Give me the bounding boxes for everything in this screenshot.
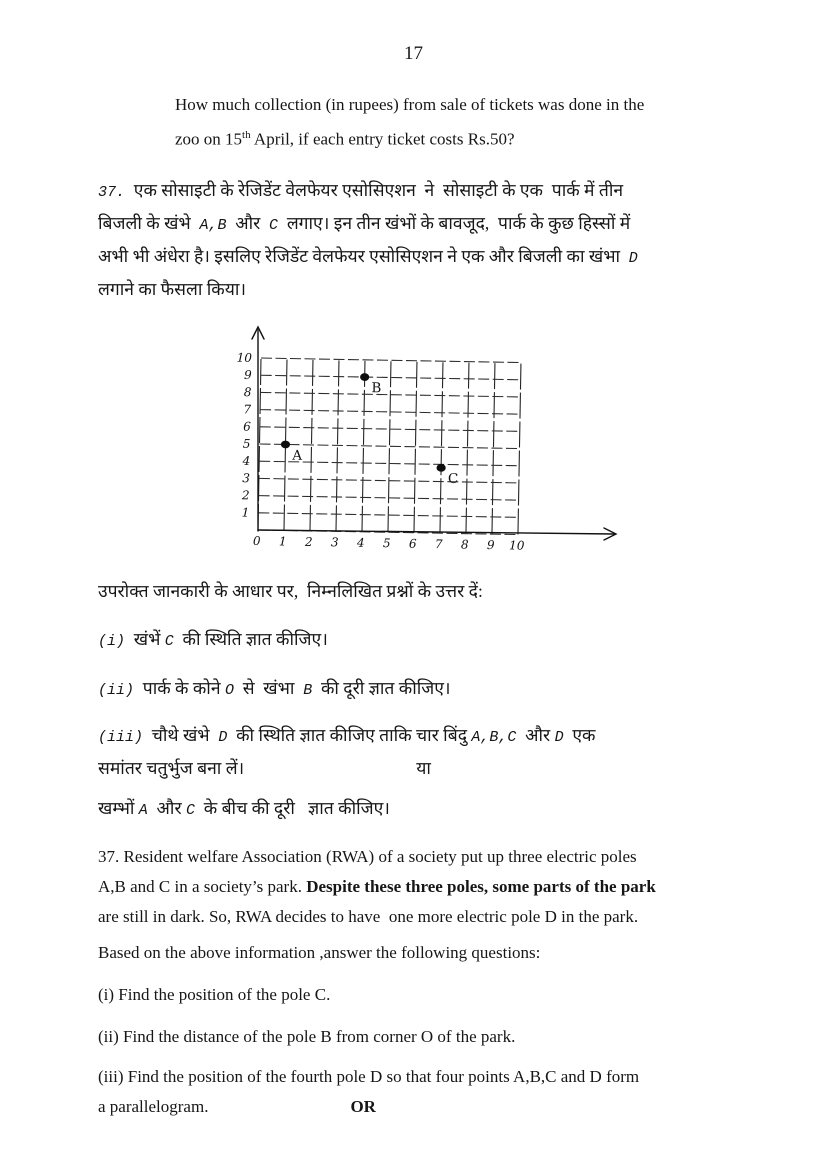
x-tick-label: 0 xyxy=(252,533,261,548)
text-line: (ii) Find the distance of the pole B from corner O of the park. xyxy=(98,1026,516,1046)
point-label-B: B xyxy=(371,379,383,397)
english-subquestion-i xyxy=(98,980,729,1010)
x-tick-label: 1 xyxy=(278,534,287,549)
question-36-continuation xyxy=(175,90,729,155)
hindi-or-alternative xyxy=(98,793,729,826)
text-line: A,B and C in a society’s park. Despite these three poles, some parts of the park xyxy=(98,876,656,896)
text-line: (i) Find the position of the pole C. xyxy=(98,984,331,1004)
grid-line-vertical xyxy=(518,362,521,534)
x-tick-label: 5 xyxy=(382,535,391,550)
hindi-subquestion-iii xyxy=(98,720,729,783)
y-tick-label: 7 xyxy=(243,401,252,417)
text-line: 37. Resident welfare Association (RWA) of a society put up three electric poles xyxy=(98,846,637,866)
hindi-subquestion-ii xyxy=(98,673,729,706)
text-line: a parallelogram. OR xyxy=(98,1096,376,1116)
park-grid-figure xyxy=(228,318,638,568)
text-line: खम्भों A और C के बीच की दूरी ज्ञात कीजिए। xyxy=(98,797,390,819)
text-line: अभी भी अंधेरा है। इसलिए रेजिडेंट वेलफेयर एसोसिएशन ने एक और बिजली का खंभा D xyxy=(98,245,638,267)
question-37-hindi xyxy=(98,175,729,304)
x-tick-label: 8 xyxy=(460,537,469,552)
x-tick-label: 7 xyxy=(434,536,443,551)
point-B xyxy=(360,373,369,381)
hindi-subquestion-i xyxy=(98,624,729,657)
x-tick-label: 10 xyxy=(509,538,525,553)
question-37-english xyxy=(98,842,729,932)
hindi-instruction xyxy=(98,576,729,606)
text-line: बिजली के खंभे A,B और C लगाए। इन तीन खंभों के बावजूद, पार्क के कुछ हिस्सों में xyxy=(98,212,631,234)
point-C xyxy=(436,464,445,472)
page-number: 17 xyxy=(404,43,423,64)
text-line: Based on the above information ,answer the following questions: xyxy=(98,942,541,962)
text-line: 37. एक सोसाइटी के रेजिडेंट वेलफेयर एसोसिएशन ने सोसाइटी के एक पार्क में तीन xyxy=(98,179,624,201)
point-label-A: A xyxy=(292,447,304,464)
x-tick-label: 3 xyxy=(330,534,339,550)
english-subquestion-ii xyxy=(98,1022,729,1052)
text-line: zoo on 15th April, if each entry ticket costs Rs.50? xyxy=(175,129,515,149)
y-tick-label: 8 xyxy=(243,384,252,399)
x-tick-label: 4 xyxy=(356,535,365,550)
y-tick-label: 9 xyxy=(243,367,252,382)
x-tick-label: 9 xyxy=(486,537,495,552)
text-line: (i) खंभें C की स्थिति ज्ञात कीजिए। xyxy=(98,628,328,650)
english-instruction xyxy=(98,938,729,968)
text-line: How much collection (in rupees) from sale of tickets was done in the xyxy=(175,95,645,114)
y-tick-label: 3 xyxy=(242,470,251,485)
x-tick-label: 2 xyxy=(304,534,313,549)
text-line: उपरोक्त जानकारी के आधार पर, निम्नलिखित प्रश्नों के उत्तर दें: xyxy=(98,580,483,601)
point-label-C: C xyxy=(447,470,460,487)
english-subquestion-iii xyxy=(98,1062,729,1122)
y-tick-label: 10 xyxy=(236,350,253,365)
text-line: (iii) चौथे खंभे D की स्थिति ज्ञात कीजिए ताकि चार बिंदु A,B,C और D एक xyxy=(98,724,596,746)
grid-group xyxy=(233,350,528,552)
y-tick-label: 6 xyxy=(243,419,251,434)
y-tick-label: 4 xyxy=(242,453,251,468)
x-tick-label: 6 xyxy=(408,536,417,551)
y-tick-label: 5 xyxy=(242,436,251,451)
text-line: are still in dark. So, RWA decides to have one more electric pole D in the park. xyxy=(98,906,639,926)
text-line: लगाने का फैसला किया। xyxy=(98,278,247,299)
text-line: समांतर चतुर्भुज बना लें। या xyxy=(98,757,431,778)
park-grid-svg xyxy=(228,318,638,568)
point-A xyxy=(281,440,290,448)
y-tick-label: 1 xyxy=(241,505,250,520)
text-line: (iii) Find the position of the fourth pole D so that four points A,B,C and D form xyxy=(98,1066,640,1086)
y-tick-label: 2 xyxy=(241,487,250,503)
text-line: (ii) पार्क के कोने O से खंभा B की दूरी ज्ञात कीजिए। xyxy=(98,677,451,699)
